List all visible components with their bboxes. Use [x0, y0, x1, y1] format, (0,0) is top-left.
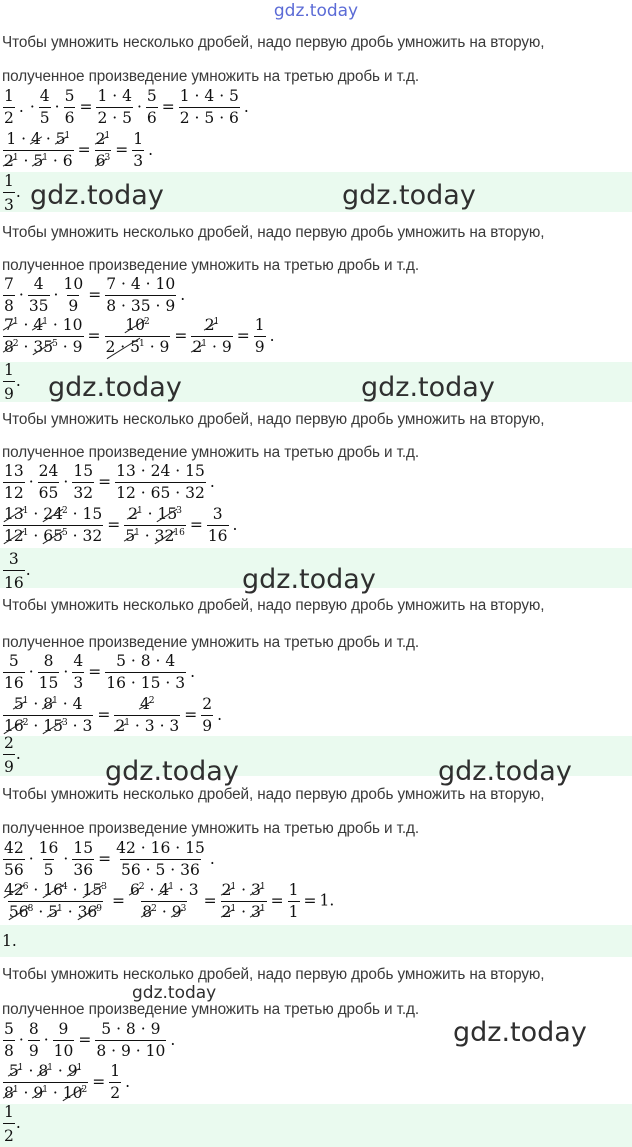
fraction: $\frac{1}{9}$: [254, 316, 265, 356]
fraction: $\frac{10^2}{2 \cdot 5^1 \cdot 9}$: [105, 316, 170, 356]
fraction: $\frac{4}{3}$: [73, 652, 84, 692]
header-watermark: gdz.today: [273, 1, 359, 21]
fraction: $\frac{3}{16}$: [207, 505, 228, 545]
problem-2-answer: $\frac{1}{9}$ .: [4, 361, 21, 403]
fraction: $\frac{2^1}{6^3}$: [95, 130, 111, 170]
fraction: $\frac{5 \cdot 8 \cdot 4}{16 \cdot 15 \cdot 3}$: [106, 652, 186, 692]
problem-6-answer: $\frac{1}{2}$ .: [4, 1103, 21, 1145]
watermark: gdz.today: [342, 180, 476, 211]
fraction: $\frac{2^1 \cdot 3^1}{2^1 \cdot 3^1}$: [221, 881, 266, 921]
watermark: gdz.today: [132, 983, 217, 1003]
problem-1-step-2: $\frac{1 \cdot 4 \cdot 5^1}{2^1 \cdot 5^1 \cdot 6}$ = $\frac{2^1}{6^3}$ = $\frac{1}{3}$ .: [4, 130, 154, 170]
problem-5-answer: 1.: [2, 932, 17, 950]
rule-line-1: Чтобы умножить несколько дробей, надо первую дробь умножить на вторую,: [2, 224, 545, 241]
watermark: gdz.today: [105, 756, 239, 787]
fraction: $\frac{6^2 \cdot 4^1 \cdot 3}{8^2 \cdot 9^3}$: [129, 881, 199, 921]
problem-5-step-2: $\frac{42^6 \cdot 16^4 \cdot 15^3}{56^8 \cdot 5^1 \cdot 36^9}$ = $\frac{6^2 \cdot 4^1 \cdot 3}{8^2 \cdot 9^3}$ = $\frac{2^1 \cdot 3^1}{2^1 \cdot 3^1}$ = $\frac{1}{1}$ = 1.: [4, 881, 335, 921]
fraction: $\frac{15}{32}$: [73, 462, 94, 502]
problem-3-answer: $\frac{3}{16}$ .: [4, 550, 31, 592]
fraction: $\frac{42^6 \cdot 16^4 \cdot 15^3}{56^8 \cdot 5^1 \cdot 36^9}$: [4, 881, 107, 921]
fraction: $\frac{3}{16}$: [4, 550, 24, 592]
fraction: $\frac{42}{56}$: [4, 839, 24, 879]
rule-line-2: полученное произведение умножить на третью дробь и т.д.: [2, 820, 419, 837]
fraction: $\frac{2}{9}$: [4, 734, 14, 776]
fraction: $\frac{1 \cdot 4 \cdot 5}{2 \cdot 5 \cdot 6}$: [179, 87, 239, 127]
fraction: $\frac{7}{8}$: [4, 275, 14, 315]
answer-band: [0, 1104, 632, 1147]
problem-1-step-1: $\frac{1}{2}$ . · $\frac{4}{5}$ · $\frac{5}{6}$ = $\frac{1 \cdot 4}{2 \cdot 5}$ · $\frac{5}{6}$ = $\frac{1 \cdot 4 \cdot 5}{2 \cdot 5 \cdot 6}$ .: [4, 87, 249, 127]
fraction: $\frac{13 \cdot 24 \cdot 15}{12 \cdot 65 \cdot 32}$: [116, 462, 205, 502]
fraction: $\frac{7 \cdot 4 \cdot 10}{8 \cdot 35 \cdot 9}$: [106, 275, 176, 315]
fraction: $\frac{13}{12}$: [4, 462, 24, 502]
problem-2-step-2: $\frac{7^1 \cdot 4^1 \cdot 10}{8^2 \cdot 35^5 \cdot 9}$ = $\frac{10^2}{2 \cdot 5^1 \cdot 9}$ = $\frac{2^1}{2^1 \cdot 9}$ = $\frac{1}{9}$ .: [4, 316, 275, 356]
problem-4-step-2: $\frac{5^1 \cdot 8^1 \cdot 4}{16^2 \cdot 15^3 \cdot 3}$ = $\frac{4^2}{2^1 \cdot 3 \cdot 3}$ = $\frac{2}{9}$ .: [4, 695, 223, 735]
fraction: $\frac{2^1}{2^1 \cdot 9}$: [192, 316, 232, 356]
fraction: $\frac{1 \cdot 4 \cdot 5^1}{2^1 \cdot 5^1 \cdot 6}$: [4, 130, 73, 170]
fraction: $\frac{2}{9}$: [202, 695, 213, 735]
fraction: $\frac{4}{5}$: [39, 87, 50, 127]
watermark: gdz.today: [453, 1017, 587, 1048]
watermark: gdz.today: [30, 180, 164, 211]
fraction: $\frac{1}{2}$: [4, 1103, 14, 1145]
watermark: gdz.today: [438, 756, 572, 787]
problem-5-step-1: $\frac{42}{56}$ · $\frac{16}{5}$ · $\frac{15}{36}$ = $\frac{42 \cdot 16 \cdot 15}{56 \cdot 5 \cdot 36}$ .: [4, 839, 215, 879]
fraction: $\frac{15}{36}$: [73, 839, 94, 879]
watermark: gdz.today: [361, 372, 495, 403]
fraction: $\frac{5}{16}$: [4, 652, 24, 692]
problem-4-answer: $\frac{2}{9}$ .: [4, 734, 21, 776]
fraction: $\frac{1}{1}$: [288, 881, 299, 921]
problem-4-step-1: $\frac{5}{16}$ · $\frac{8}{15}$ · $\frac{4}{3}$ = $\frac{5 \cdot 8 \cdot 4}{16 \cdot 15 \cdot 3}$ .: [4, 652, 196, 692]
fraction: $\frac{16}{5}$: [38, 839, 59, 879]
answer-band: [0, 925, 632, 957]
fraction: $\frac{13^1 \cdot 24^2 \cdot 15}{12^1 \cdot 65^5 \cdot 32}$: [4, 505, 103, 545]
fraction: $\frac{1}{9}$: [4, 361, 14, 403]
problem-6-step-1: $\frac{5}{8}$ · $\frac{8}{9}$ · $\frac{9}{10}$ = $\frac{5 \cdot 8 \cdot 9}{8 \cdot 9 \cdot 10}$ .: [4, 1020, 176, 1060]
problem-3-step-2: $\frac{13^1 \cdot 24^2 \cdot 15}{12^1 \cdot 65^5 \cdot 32}$ = $\frac{2^1 \cdot 15^3}{5^1 \cdot 32^{16}}$ = $\frac{3}{16}$ .: [4, 505, 238, 545]
fraction: $\frac{42 \cdot 16 \cdot 15}{56 \cdot 5 \cdot 36}$: [116, 839, 205, 879]
fraction: $\frac{8}{9}$: [28, 1020, 39, 1060]
fraction: $\frac{1}{3}$: [133, 130, 144, 170]
fraction: $\frac{5^1 \cdot 8^1 \cdot 4}{16^2 \cdot 15^3 \cdot 3}$: [4, 695, 93, 735]
fraction: $\frac{5}{6}$: [146, 87, 157, 127]
fraction: $\frac{5}{6}$: [64, 87, 75, 127]
rule-line-2: полученное произведение умножить на третью дробь и т.д.: [2, 257, 419, 274]
fraction: $\frac{7^1 \cdot 4^1 \cdot 10}{8^2 \cdot 35^5 \cdot 9}$: [4, 316, 83, 356]
fraction: $\frac{1 \cdot 4}{2 \cdot 5}$: [97, 87, 132, 127]
fraction: $\frac{9}{10}$: [53, 1020, 74, 1060]
problem-3-step-1: $\frac{13}{12}$ · $\frac{24}{65}$ · $\frac{15}{32}$ = $\frac{13 \cdot 24 \cdot 15}{12 \cdot 65 \cdot 32}$ .: [4, 462, 215, 502]
problem-2-step-1: $\frac{7}{8}$ · $\frac{4}{35}$ · $\frac{10}{9}$ = $\frac{7 \cdot 4 \cdot 10}{8 \cdot 35 \cdot 9}$ .: [4, 275, 186, 315]
rule-line-1: Чтобы умножить несколько дробей, надо первую дробь умножить на вторую,: [2, 34, 545, 51]
fraction: $\frac{8}{15}$: [38, 652, 59, 692]
rule-line-1: Чтобы умножить несколько дробей, надо первую дробь умножить на вторую,: [2, 786, 545, 803]
problem-6-step-2: $\frac{5^1 \cdot 8^1 \cdot 9^1}{8^1 \cdot 9^1 \cdot 10^2}$ = $\frac{1}{2}$ .: [4, 1062, 131, 1102]
watermark: gdz.today: [48, 372, 182, 403]
rule-line-1: Чтобы умножить несколько дробей, надо первую дробь умножить на вторую,: [2, 411, 545, 428]
fraction: $\frac{1}{2}$: [4, 87, 14, 127]
fraction: $\frac{5 \cdot 8 \cdot 9}{8 \cdot 9 \cdot 10}$: [96, 1020, 166, 1060]
fraction: $\frac{2^1 \cdot 15^3}{5^1 \cdot 32^{16}}$: [125, 505, 185, 545]
rule-line-2: полученное произведение умножить на третью дробь и т.д.: [2, 68, 419, 85]
rule-line-1: Чтобы умножить несколько дробей, надо первую дробь умножить на вторую,: [2, 966, 545, 983]
fraction: $\frac{4^2}{2^1 \cdot 3 \cdot 3}$: [115, 695, 180, 735]
rule-line-2: полученное произведение умножить на третью дробь и т.д.: [2, 634, 419, 651]
rule-line-1: Чтобы умножить несколько дробей, надо первую дробь умножить на вторую,: [2, 597, 545, 614]
fraction: $\frac{5^1 \cdot 8^1 \cdot 9^1}{8^1 \cdot 9^1 \cdot 10^2}$: [4, 1062, 88, 1102]
fraction: $\frac{4}{35}$: [28, 275, 49, 315]
rule-line-2: полученное произведение умножить на третью дробь и т.д.: [2, 444, 419, 461]
fraction: $\frac{10}{9}$: [63, 275, 84, 315]
fraction: $\frac{1}{2}$: [110, 1062, 121, 1102]
fraction: $\frac{24}{65}$: [38, 462, 59, 502]
fraction: $\frac{5}{8}$: [4, 1020, 14, 1060]
rule-line-2: полученное произведение умножить на третью дробь и т.д.: [2, 1001, 419, 1018]
watermark: gdz.today: [242, 564, 376, 595]
fraction: $\frac{1}{3}$: [4, 172, 14, 214]
problem-1-answer: $\frac{1}{3}$ .: [4, 172, 21, 214]
